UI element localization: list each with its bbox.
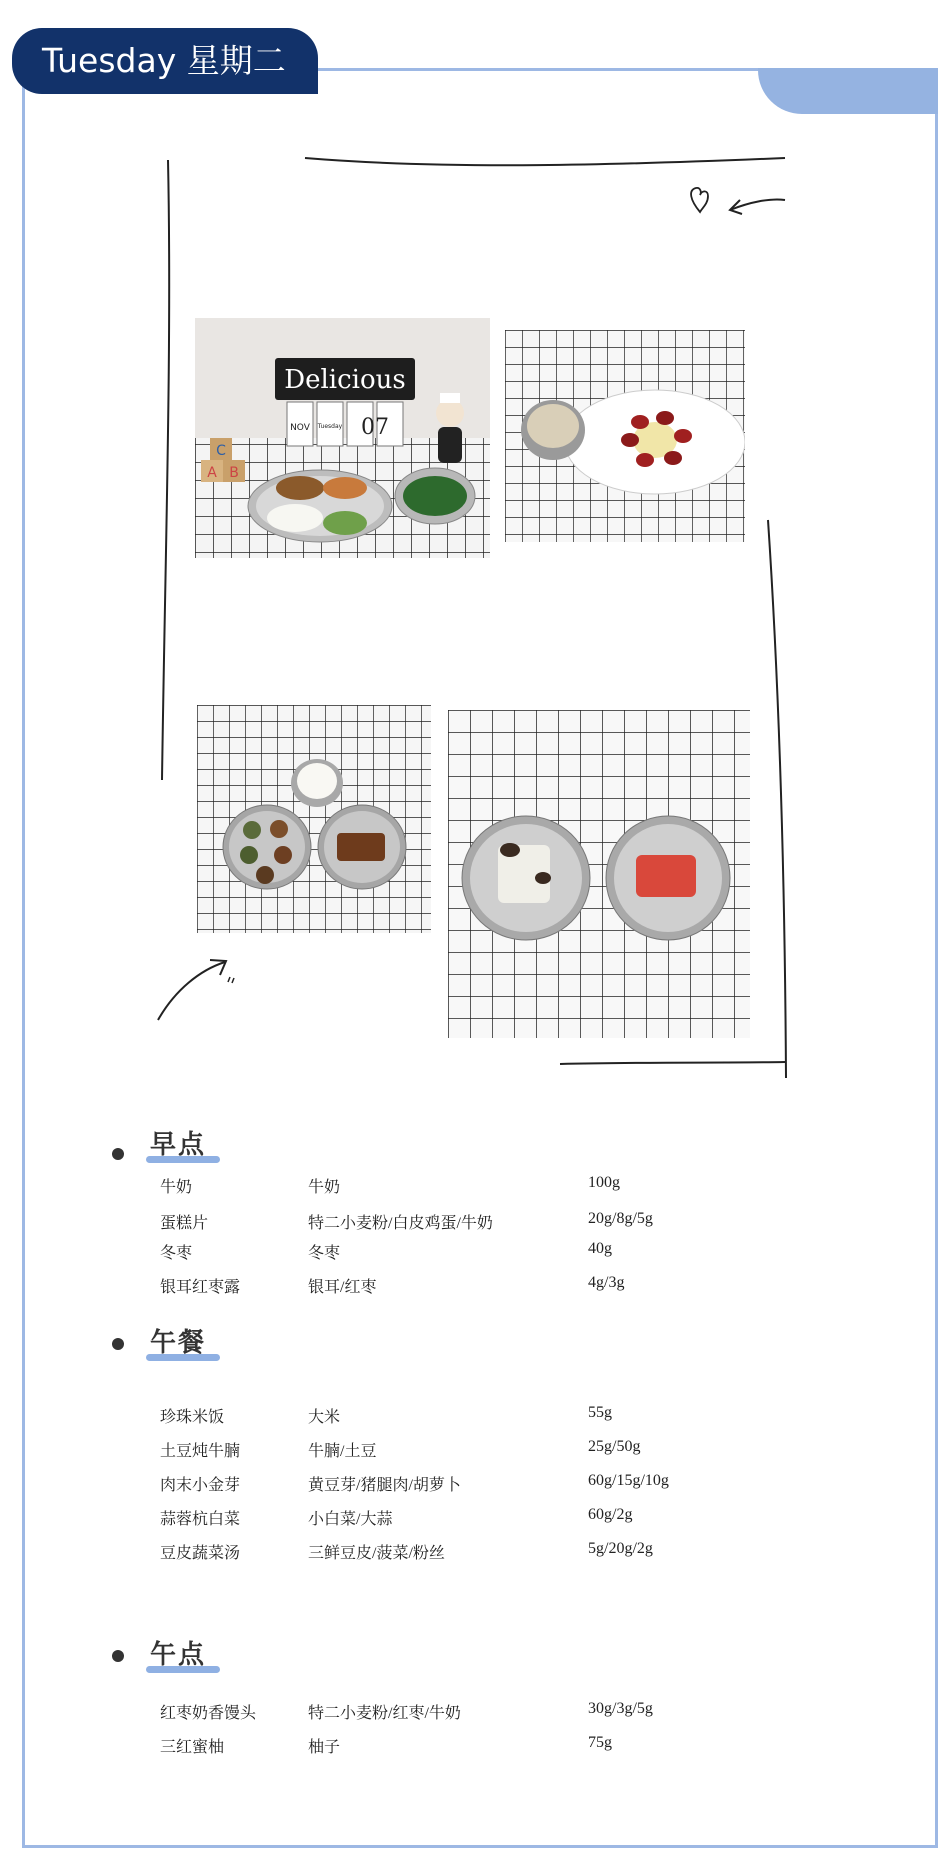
dish-amount: 55g	[588, 1404, 612, 1421]
table-row	[0, 1472, 950, 1498]
photo-lunch-set	[195, 318, 490, 558]
dish-amount: 20g/8g/5g	[588, 1210, 653, 1227]
dish-name: 土豆炖牛腩	[160, 1443, 241, 1460]
dish-amount: 40g	[588, 1240, 612, 1257]
table-row	[0, 1506, 950, 1532]
dish-name: 蛋糕片	[160, 1215, 209, 1232]
dish-ingredients: 冬枣	[308, 1245, 341, 1262]
photo-snack-soup-dates	[505, 330, 745, 542]
section-title-lunch: 午餐	[150, 1322, 206, 1359]
dish-amount: 100g	[588, 1174, 620, 1191]
table-row	[0, 1174, 950, 1200]
table-row	[0, 1210, 950, 1236]
dish-amount: 5g/20g/2g	[588, 1540, 653, 1557]
svg-text:C: C	[216, 443, 226, 459]
photo-breakfast-tray	[197, 705, 431, 933]
dish-name: 蒜蓉杭白菜	[160, 1511, 241, 1528]
heart-icon	[691, 188, 708, 212]
dish-amount: 25g/50g	[588, 1438, 641, 1455]
table-row	[0, 1438, 950, 1464]
dish-ingredients: 银耳/红枣	[308, 1279, 377, 1296]
table-row	[0, 1700, 950, 1726]
dish-name: 红枣奶香馒头	[160, 1705, 257, 1722]
dish-amount: 30g/3g/5g	[588, 1700, 653, 1717]
section-title-breakfast: 早点	[150, 1124, 206, 1161]
dish-amount: 4g/3g	[588, 1274, 625, 1291]
dish-ingredients: 三鲜豆皮/菠菜/粉丝	[308, 1545, 445, 1562]
section-bullet	[112, 1338, 124, 1350]
dish-name: 牛奶	[160, 1179, 193, 1196]
section-title-afternoon: 午点	[150, 1634, 206, 1671]
table-row	[0, 1240, 950, 1266]
dish-amount: 60g/2g	[588, 1506, 633, 1523]
dish-name: 冬枣	[160, 1245, 193, 1262]
svg-text:07: 07	[361, 415, 389, 440]
section-bullet	[112, 1148, 124, 1160]
day-header: Tuesday 星期二	[12, 28, 318, 94]
dish-ingredients: 特二小麦粉/红枣/牛奶	[308, 1705, 461, 1722]
dish-amount: 75g	[588, 1734, 612, 1751]
dish-name: 豆皮蔬菜汤	[160, 1545, 241, 1562]
dish-ingredients: 柚子	[308, 1739, 341, 1756]
table-row	[0, 1734, 950, 1760]
dish-ingredients: 黄豆芽/猪腿肉/胡萝卜	[308, 1477, 461, 1494]
section-bullet	[112, 1650, 124, 1662]
dish-ingredients: 牛奶	[308, 1179, 341, 1196]
dish-ingredients: 牛腩/土豆	[308, 1443, 377, 1460]
dish-amount: 60g/15g/10g	[588, 1472, 669, 1489]
table-row	[0, 1540, 950, 1566]
table-row	[0, 1404, 950, 1430]
svg-text:Tuesday: Tuesday	[317, 423, 343, 430]
dish-ingredients: 小白菜/大蒜	[308, 1511, 393, 1528]
svg-text:Delicious: Delicious	[284, 365, 406, 395]
dish-ingredients: 特二小麦粉/白皮鸡蛋/牛奶	[308, 1215, 493, 1232]
dish-name: 三红蜜柚	[160, 1739, 225, 1756]
dish-name: 珍珠米饭	[160, 1409, 225, 1426]
table-row	[0, 1274, 950, 1300]
svg-text:A: A	[207, 465, 217, 481]
svg-text:NOV: NOV	[290, 423, 310, 433]
dish-ingredients: 大米	[308, 1409, 341, 1426]
svg-text:B: B	[229, 465, 239, 481]
dish-name: 肉末小金芽	[160, 1477, 241, 1494]
dish-name: 银耳红枣露	[160, 1279, 241, 1296]
photo-afternoon-plates	[448, 710, 750, 1038]
